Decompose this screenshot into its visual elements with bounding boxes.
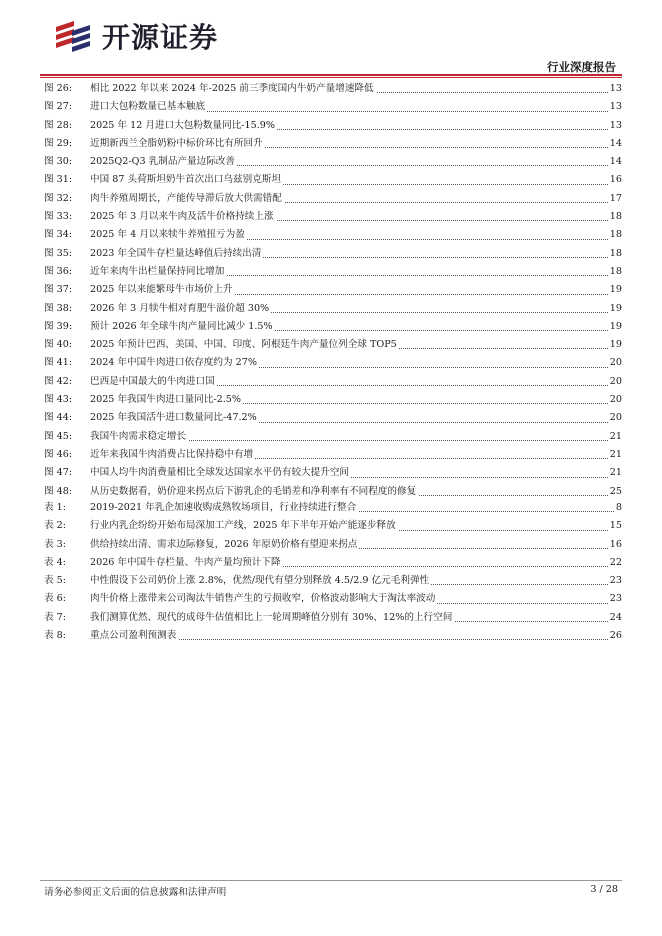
toc-figure-entry[interactable]	[44, 409, 622, 427]
toc-figure-entry-page: 13	[609, 119, 622, 131]
toc-table-entry[interactable]	[44, 499, 622, 517]
toc-figure-entry[interactable]	[44, 391, 622, 409]
toc-figure-entry-title-text: 我国牛肉需求稳定增长	[90, 430, 186, 442]
toc-figure-entry-page: 19	[609, 284, 622, 296]
toc-table-entry-label: 表 5:	[44, 575, 66, 587]
toc-figure-entry-label: 图 41:	[44, 357, 73, 369]
toc-figure-entry-page: 21	[609, 448, 622, 460]
toc-figure-entry-title	[90, 190, 608, 208]
toc-figure-entry[interactable]	[44, 208, 622, 226]
toc-figure-entry-page: 20	[609, 394, 622, 406]
report-type: 行业深度报告	[547, 60, 616, 74]
toc-figure-entry-label: 图 37:	[44, 284, 73, 296]
toc-figure-entry-title	[90, 409, 608, 427]
toc-table-entry-label: 表 6:	[44, 593, 66, 605]
toc-table-entry-label: 表 7:	[44, 611, 66, 623]
toc-figure-entry-title	[90, 226, 608, 244]
toc-figure-entry-label: 图 27:	[44, 101, 73, 113]
toc-figure-entry-page: 19	[609, 302, 622, 314]
toc-table-entry-label: 表 2:	[44, 520, 66, 532]
toc-figure-entry-title	[90, 391, 608, 409]
toc-table-entry-title	[90, 590, 608, 608]
toc-figure-entry[interactable]	[44, 117, 622, 135]
toc-table-entry[interactable]	[44, 572, 622, 590]
toc-figure-entry-title	[90, 263, 608, 281]
toc-figure-entry-label: 图 38:	[44, 302, 73, 314]
toc-figure-entry-page: 17	[609, 192, 622, 204]
toc-figure-entry[interactable]	[44, 190, 622, 208]
toc-figure-entry-title-text: 2024 年中国牛肉进口依存度约为 27%	[90, 357, 257, 369]
toc-table-entry-title	[90, 627, 608, 645]
toc-figure-entry-title-text: 从历史数据看，奶价迎来拐点后下游乳企的毛销差和净利率有不同程度的修复	[90, 485, 417, 497]
toc-table-entry-title	[90, 499, 614, 517]
toc-table-entry-page: 24	[609, 611, 622, 623]
toc-figure-entry[interactable]	[44, 336, 622, 354]
table-list	[44, 499, 622, 645]
toc-figure-entry-label: 图 43:	[44, 394, 73, 406]
toc-figure-entry-title	[90, 446, 608, 464]
toc-table-entry-label: 表 1:	[44, 502, 66, 513]
toc-figure-entry-title-text: 肉牛养殖周期长，产能传导滞后放大供需错配	[90, 192, 282, 204]
toc-table-entry-title	[90, 554, 608, 572]
toc-figure-entry-title	[90, 428, 608, 446]
toc-figure-entry-label: 图 45:	[44, 430, 73, 442]
toc-figure-entry-title-text: 2025 年预计巴西、美国、中国、印度、阿根廷牛肉产量位列全球 TOP5	[90, 339, 397, 351]
toc-figure-entry-title-text: 2025 年 4 月以来犊牛养殖扭亏为盈	[90, 229, 245, 241]
toc-table-entry-title	[90, 609, 608, 627]
toc-table-entry-page: 23	[609, 593, 622, 605]
toc-table-entry[interactable]	[44, 627, 622, 645]
toc-figure-entry-page: 25	[609, 485, 622, 497]
toc-figure-entry[interactable]	[44, 171, 622, 189]
toc-table-entry[interactable]	[44, 609, 622, 627]
toc-table-entry-page: 22	[609, 556, 622, 568]
toc-figure-entry-title-text: 2025 年我国活牛进口数量同比-47.2%	[90, 412, 257, 424]
toc-figure-entry-page: 20	[609, 412, 622, 424]
header-divider	[40, 74, 622, 76]
toc-figure-entry[interactable]	[44, 80, 622, 98]
toc-figure-entry-title	[90, 300, 608, 318]
toc-figure-entry-page: 21	[609, 467, 622, 479]
toc-figure-entry-label: 图 28:	[44, 119, 73, 131]
toc-figure-entry-title-text: 预计 2026 年全球牛肉产量同比减少 1.5%	[90, 320, 273, 332]
toc-table-entry-page: 8	[615, 502, 622, 513]
toc-figure-entry-label: 图 40:	[44, 339, 73, 351]
toc-figure-entry-page: 19	[609, 339, 622, 351]
toc-figure-entry[interactable]	[44, 300, 622, 318]
toc-figure-entry-label: 图 44:	[44, 412, 73, 424]
toc-figure-entry-label: 图 36:	[44, 265, 73, 277]
toc-figure-entry-label: 图 29:	[44, 137, 73, 149]
toc-table-entry-title-text: 重点公司盈利预测表	[90, 630, 177, 642]
toc-figure-entry[interactable]	[44, 245, 622, 263]
toc-table-entry[interactable]	[44, 590, 622, 608]
toc-figure-entry-page: 18	[609, 247, 622, 259]
toc-figure-entry-title-text: 巴西是中国最大的牛肉进口国	[90, 375, 215, 387]
toc-figure-entry-title-text: 2023 年全国牛存栏量达峰值后持续出清	[90, 247, 262, 259]
toc-figure-entry-title-text: 2026 年 3 月犊牛相对育肥牛溢价超 30%	[90, 302, 270, 314]
toc-figure-entry-page: 20	[609, 357, 622, 369]
toc-figure-entry-page: 13	[609, 101, 622, 113]
toc-figure-entry-page: 18	[609, 229, 622, 241]
toc-figure-entry-title-text: 进口大包粉数量已基本触底	[90, 101, 206, 113]
toc-figure-entry-page: 13	[609, 83, 622, 94]
toc-figure-entry-title-text: 中国 87 头荷斯坦奶牛首次出口乌兹别克斯坦	[90, 174, 281, 186]
toc-figure-entry-page: 16	[609, 174, 622, 186]
toc-figure-entry-title	[90, 117, 608, 135]
toc-figure-entry-label: 图 39:	[44, 320, 73, 332]
toc-figure-entry-page: 21	[609, 430, 622, 442]
toc-figure-entry-title	[90, 80, 608, 98]
toc-table-entry-title-text: 肉牛价格上涨带来公司淘汰牛销售产生的亏损收窄，价格波动影响大于淘汰率波动	[90, 593, 436, 605]
toc-figure-entry-title-text: 2025 年以来能繁母牛市场价上升	[90, 284, 233, 296]
toc-table-entry-title-text: 我们测算优然、现代的成母牛估值相比上一轮周期峰值分别有 30%、12%的上行空间	[90, 611, 453, 623]
toc-table-entry-title-text: 供给持续出清、需求边际修复，2026 年原奶价格有望迎来拐点	[90, 538, 358, 550]
toc-figure-entry-label: 图 47:	[44, 467, 73, 479]
toc-table-entry-title-text: 2026 年中国牛存栏量、牛肉产量均预计下降	[90, 556, 281, 568]
toc-figure-entry[interactable]	[44, 464, 622, 482]
toc-figure-entry-label: 图 42:	[44, 375, 73, 387]
toc-figure-entry-title-text: 2025 年 3 月以来牛肉及活牛价格持续上涨	[90, 211, 274, 223]
toc-figure-entry-label: 图 32:	[44, 192, 73, 204]
toc-table-entry-page: 15	[609, 520, 622, 532]
toc-figure-entry[interactable]	[44, 354, 622, 372]
toc-figure-entry[interactable]	[44, 281, 622, 299]
toc-figure-entry[interactable]	[44, 153, 622, 171]
toc-figure-entry-page: 14	[609, 137, 622, 149]
toc-table-entry-title-text: 行业内乳企纷纷开始布局深加工产线，2025 年下半年开始产能逐步释放	[90, 520, 396, 532]
toc-figure-entry-title	[90, 208, 608, 226]
toc-figure-entry[interactable]	[44, 318, 622, 336]
toc-figure-entry-title-text: 中国人均牛肉消费量相比全球发达国家水平仍有较大提升空间	[90, 467, 350, 479]
footer-divider	[40, 880, 622, 881]
toc-figure-entry-label: 图 26:	[44, 83, 73, 94]
toc-table-entry-label: 表 4:	[44, 556, 66, 568]
toc-figure-entry-title	[90, 135, 608, 153]
toc-figure-entry-title	[90, 354, 608, 372]
toc-figure-entry[interactable]	[44, 98, 622, 116]
header-divider-thin	[40, 77, 622, 78]
toc-table-entry-title	[90, 536, 608, 554]
toc-figure-entry-title-text: 2025 年我国牛肉进口量同比-2.5%	[90, 394, 242, 406]
toc-table-entry-title	[90, 517, 608, 535]
toc-figure-entry-title-text: 2025 年 12 月进口大包粉数量同比-15.9%	[90, 119, 276, 131]
toc-table-entry-label: 表 3:	[44, 538, 66, 550]
toc-figure-entry-title-text: 2025Q2-Q3 乳制品产量边际改善	[90, 156, 235, 168]
toc-figure-entry-title	[90, 281, 608, 299]
toc-figure-entry-title-text: 近期新西兰全脂奶粉中标价环比有所回升	[90, 137, 263, 149]
toc-figure-entry-page: 14	[609, 156, 622, 168]
toc-figure-entry-title-text: 近年来我国牛肉消费占比保持稳中有增	[90, 448, 254, 460]
toc-figure-entry-title	[90, 373, 608, 391]
toc-table-entry-title	[90, 572, 608, 590]
toc-figure-entry-label: 图 35:	[44, 247, 73, 259]
toc-table-entry-page: 26	[609, 630, 622, 642]
toc-table-entry-page: 16	[609, 538, 622, 550]
toc-figure-entry[interactable]	[44, 428, 622, 446]
toc-table-entry[interactable]	[44, 536, 622, 554]
toc-figure-entry-title	[90, 171, 608, 189]
toc-figure-entry-title	[90, 98, 608, 116]
toc-figure-entry-title	[90, 153, 608, 171]
toc-figure-entry-label: 图 33:	[44, 211, 73, 223]
kaiyuan-logo-icon	[52, 17, 96, 55]
toc-figure-entry-title	[90, 464, 608, 482]
footer-disclaimer: 请务必参阅正文后面的信息披露和法律声明	[44, 887, 227, 898]
toc-table-entry-title-text: 中性假设下公司奶价上涨 2.8%，优然/现代有望分别释放 4.5/2.9 亿元毛利弹性	[90, 575, 430, 587]
toc-table-entry-title-text: 2019-2021 年乳企加速收购成熟牧场项目，行业持续进行整合	[90, 502, 357, 513]
toc-figure-entry-title	[90, 245, 608, 263]
page-header	[0, 0, 662, 75]
company-name: 开源证券	[102, 21, 219, 54]
page-number: 3 / 28	[590, 884, 618, 895]
toc-figure-entry[interactable]	[44, 373, 622, 391]
toc-figure-entry-title-text: 近年来肉牛出栏量保持同比增加	[90, 265, 225, 277]
toc-figure-entry-title-text: 相比 2022 年以来 2024 年-2025 前三季度国内牛奶产量增速降低	[90, 83, 374, 94]
toc-table-entry-label: 表 8:	[44, 630, 66, 642]
toc-table-entry-page: 23	[609, 575, 622, 587]
toc-figure-entry-page: 18	[609, 265, 622, 277]
toc-figure-entry[interactable]	[44, 226, 622, 244]
toc-figure-entry-title	[90, 318, 608, 336]
toc-figure-entry-label: 图 30:	[44, 156, 73, 168]
toc-figure-entry-label: 图 46:	[44, 448, 73, 460]
toc-figure-entry-title	[90, 336, 608, 354]
toc-figure-entry-page: 18	[609, 211, 622, 223]
toc-figure-entry[interactable]	[44, 263, 622, 281]
toc-figure-entry-page: 19	[609, 320, 622, 332]
toc-figure-entry-label: 图 34:	[44, 229, 73, 241]
toc-figure-entry-page: 20	[609, 375, 622, 387]
toc-table-entry[interactable]	[44, 554, 622, 572]
toc-figure-entry-label: 图 31:	[44, 174, 73, 186]
toc-table-entry[interactable]	[44, 517, 622, 535]
toc-figure-entry[interactable]	[44, 135, 622, 153]
figure-list	[44, 80, 622, 501]
toc-figure-entry[interactable]	[44, 446, 622, 464]
toc-figure-entry-label: 图 48:	[44, 485, 73, 497]
company-logo	[52, 16, 252, 56]
